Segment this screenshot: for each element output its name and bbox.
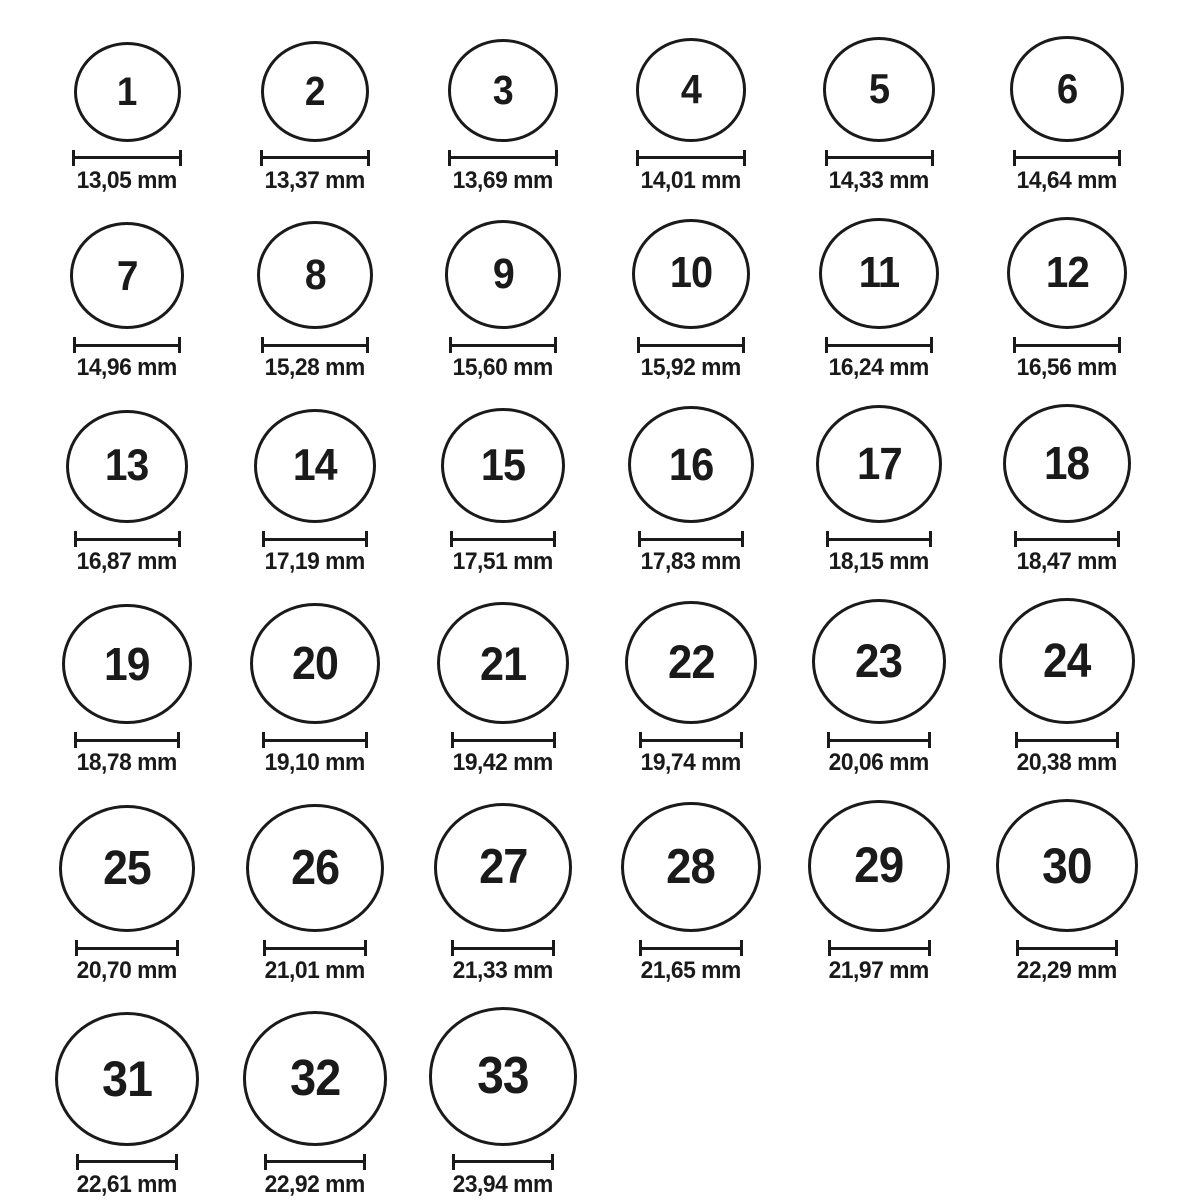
diameter-label: 20,38 mm [1016,749,1118,777]
ring-size-number: 27 [478,839,528,894]
measure-tick-right [931,150,934,166]
measure-bar [449,344,557,347]
measure-bar [637,344,745,347]
ring-size-row [33,598,1200,776]
measure-bar [264,1160,366,1163]
ring-size-number: 22 [667,635,715,689]
measure-bar [76,1160,179,1163]
ring-size-item [597,601,785,777]
ring-size-number: 19 [104,638,150,691]
diameter-measure-line [74,531,181,547]
measure-bar [827,739,932,742]
ring-circle [74,42,181,142]
diameter-measure-line [72,150,182,166]
ring-size-item [597,219,785,381]
ring-size-item [409,39,597,193]
measure-tick-right [1116,732,1119,748]
ring-circle [59,805,195,932]
ring-circle [816,405,943,523]
diameter-measure-line [450,531,557,547]
ring-size-number: 6 [1056,64,1078,112]
ring-size-number: 33 [477,1047,529,1106]
measure-tick-right [740,940,743,956]
ring-circle [628,406,753,523]
measure-tick-right [177,732,180,748]
ring-size-item [597,38,785,193]
diameter-measure-line [448,150,558,166]
measure-tick-right [1117,531,1120,547]
diameter-measure-line [73,337,182,353]
diameter-label: 22,92 mm [264,1170,366,1198]
diameter-label: 20,06 mm [828,749,930,777]
ring-circle [636,38,747,141]
ring-size-number: 10 [669,249,713,298]
measure-tick-right [553,732,556,748]
measure-tick-right [555,150,558,166]
ring-size-item [221,804,409,984]
ring-size-row [33,799,1200,984]
measure-bar [74,739,180,742]
ring-size-item [785,405,973,575]
ring-size-number: 11 [858,248,900,297]
diameter-measure-line [638,531,744,547]
diameter-label: 21,01 mm [264,957,366,985]
ring-size-item [221,409,409,576]
ring-size-item [221,603,409,776]
ring-circle [632,219,750,329]
diameter-measure-line [1013,150,1122,166]
diameter-measure-line [1014,531,1120,547]
diameter-label: 21,97 mm [828,957,930,985]
diameter-label: 15,28 mm [264,354,366,382]
ring-circle [812,599,946,724]
ring-size-row [33,1007,1200,1198]
ring-size-item [597,802,785,985]
measure-bar [72,156,182,159]
measure-tick-right [928,940,931,956]
measure-tick-right [365,531,368,547]
ring-circle [429,1007,578,1146]
ring-size-number: 13 [105,441,149,491]
ring-size-item [785,800,973,984]
measure-bar [450,538,557,541]
diameter-label: 19,42 mm [452,749,554,777]
ring-circle [66,410,188,524]
ring-size-item [785,37,973,194]
ring-size-number: 3 [493,67,513,114]
diameter-measure-line [76,1154,179,1170]
diameter-label: 14,64 mm [1016,166,1118,194]
diameter-label: 22,29 mm [1016,957,1118,985]
diameter-label: 19,74 mm [640,749,742,777]
ring-circle [1007,217,1128,329]
measure-bar [825,156,934,159]
ring-size-item [33,604,221,776]
ring-circle [808,800,949,932]
measure-tick-right [1118,150,1121,166]
ring-size-number: 14 [293,440,337,490]
diameter-label: 18,15 mm [828,548,930,576]
measure-tick-right [742,337,745,353]
measure-bar [639,947,742,950]
ring-size-item [973,404,1161,575]
ring-size-number: 15 [480,438,526,490]
diameter-measure-line [1013,337,1120,353]
measure-tick-right [554,337,557,353]
ring-circle [62,604,191,724]
ring-size-number: 31 [102,1049,152,1107]
ring-circle [70,222,184,329]
measure-bar [1013,156,1122,159]
ring-size-item [409,803,597,984]
diameter-measure-line [449,337,557,353]
diameter-measure-line [262,732,367,748]
ring-size-number: 2 [305,67,325,114]
ring-size-number: 24 [1043,634,1091,689]
measure-tick-right [929,531,932,547]
diameter-label: 13,69 mm [452,166,554,194]
ring-size-item [785,599,973,776]
diameter-measure-line [262,531,369,547]
ring-circle [437,602,569,725]
ring-circle [250,603,380,724]
measure-tick-right [928,732,931,748]
diameter-measure-line [825,337,933,353]
ring-circle [254,409,377,524]
diameter-label: 17,51 mm [452,548,554,576]
ring-circle [441,408,565,524]
diameter-label: 16,87 mm [76,548,178,576]
ring-size-number: 21 [479,636,527,690]
diameter-label: 16,24 mm [828,354,930,382]
diameter-measure-line [75,940,179,956]
ring-size-number: 26 [290,840,340,895]
diameter-label: 15,92 mm [640,354,742,382]
ring-size-item [409,1007,597,1198]
ring-size-item [973,217,1161,381]
measure-tick-right [365,732,368,748]
diameter-label: 13,05 mm [76,166,178,194]
diameter-measure-line [261,337,369,353]
ring-circle [445,220,562,329]
ring-size-number: 28 [666,839,716,895]
diameter-label: 20,70 mm [76,957,178,985]
measure-tick-right [363,1154,366,1170]
diameter-label: 23,94 mm [452,1170,554,1198]
ring-circle [1003,404,1131,523]
measure-tick-right [743,150,746,166]
ring-circle [621,802,761,933]
ring-circle [1010,36,1123,142]
measure-tick-right [175,1154,178,1170]
diameter-measure-line [264,1154,366,1170]
measure-bar [1015,739,1119,742]
ring-circle [996,799,1139,932]
ring-size-item [221,1011,409,1198]
diameter-label: 18,47 mm [1016,548,1118,576]
measure-tick-right [176,940,179,956]
ring-size-number: 4 [680,66,702,113]
ring-size-item [973,36,1161,194]
diameter-label: 15,60 mm [452,354,554,382]
diameter-label: 17,83 mm [640,548,742,576]
ring-size-number: 16 [668,439,714,491]
measure-bar [451,947,555,950]
ring-size-row [33,36,1200,194]
ring-size-item [973,799,1161,984]
ring-circle [246,804,384,932]
measure-bar [74,538,181,541]
measure-tick-right [552,940,555,956]
ring-size-item [597,406,785,575]
measure-bar [260,156,370,159]
ring-size-number: 9 [492,250,514,299]
measure-bar [825,344,933,347]
measure-tick-right [367,150,370,166]
measure-tick-right [553,531,556,547]
measure-bar [261,344,369,347]
diameter-measure-line [636,150,745,166]
ring-size-row [33,217,1200,381]
diameter-measure-line [1016,940,1119,956]
measure-tick-right [178,531,181,547]
ring-size-item [33,1012,221,1198]
ring-circle [819,218,938,329]
ring-size-number: 1 [117,69,137,114]
measure-bar [75,947,179,950]
diameter-label: 17,19 mm [264,548,366,576]
ring-circle [448,39,557,141]
diameter-measure-line [826,531,932,547]
measure-bar [262,538,369,541]
ring-size-item [973,598,1161,776]
ring-circle [999,598,1134,724]
ring-size-row [33,404,1200,575]
diameter-measure-line [452,1154,554,1170]
ring-circle [261,41,369,142]
ring-circle [823,37,935,142]
measure-tick-right [364,940,367,956]
measure-bar [1014,538,1120,541]
diameter-label: 13,37 mm [264,166,366,194]
ring-size-item [409,408,597,576]
measure-tick-right [178,337,181,353]
diameter-measure-line [263,940,367,956]
diameter-label: 14,33 mm [828,166,930,194]
diameter-label: 18,78 mm [76,749,178,777]
ring-size-number: 5 [868,65,890,112]
ring-size-item [409,220,597,381]
diameter-label: 22,61 mm [76,1170,178,1198]
diameter-measure-line [639,940,742,956]
diameter-measure-line [637,337,745,353]
ring-size-item [409,602,597,777]
diameter-measure-line [260,150,370,166]
ring-size-item [785,218,973,381]
ring-circle [625,601,758,725]
ring-size-number: 25 [103,841,151,896]
diameter-label: 14,01 mm [640,166,742,194]
ring-size-number: 29 [854,837,904,894]
ring-size-number: 20 [292,637,338,690]
measure-tick-right [179,150,182,166]
ring-size-item [33,42,221,194]
measure-tick-right [551,1154,554,1170]
ring-circle [243,1011,388,1146]
ring-size-number: 32 [289,1048,341,1106]
ring-size-number: 7 [116,251,138,299]
measure-tick-right [741,531,744,547]
ring-size-number: 18 [1044,436,1090,489]
diameter-label: 21,65 mm [640,957,742,985]
diameter-label: 16,56 mm [1016,354,1118,382]
ring-size-number: 8 [304,250,326,298]
measure-bar [1016,947,1119,950]
measure-bar [639,739,744,742]
ring-size-number: 17 [856,438,902,490]
ring-size-item [33,805,221,984]
measure-bar [638,538,744,541]
diameter-measure-line [451,732,556,748]
diameter-measure-line [639,732,744,748]
measure-bar [452,1160,554,1163]
measure-tick-right [740,732,743,748]
diameter-measure-line [451,940,555,956]
diameter-measure-line [74,732,180,748]
ring-size-item [33,222,221,381]
measure-bar [636,156,745,159]
diameter-label: 19,10 mm [264,749,366,777]
diameter-measure-line [828,940,931,956]
ring-size-number: 30 [1042,837,1092,894]
measure-bar [451,739,556,742]
measure-bar [448,156,558,159]
measure-bar [73,344,182,347]
measure-bar [263,947,367,950]
diameter-measure-line [825,150,934,166]
measure-bar [826,538,932,541]
measure-tick-right [930,337,933,353]
measure-bar [828,947,931,950]
diameter-measure-line [1015,732,1119,748]
measure-bar [1013,344,1120,347]
measure-tick-right [1118,337,1121,353]
ring-circle [55,1012,199,1146]
diameter-label: 21,33 mm [452,957,554,985]
ring-circle [257,221,373,329]
measure-tick-right [1115,940,1118,956]
diameter-label: 14,96 mm [76,354,178,382]
ring-circle [434,803,573,932]
measure-bar [262,739,367,742]
ring-size-item [33,410,221,576]
measure-tick-right [366,337,369,353]
ring-size-item [221,221,409,381]
ring-size-number: 23 [855,635,903,689]
ring-size-item [221,41,409,194]
ring-size-number: 12 [1045,247,1089,297]
diameter-measure-line [827,732,932,748]
